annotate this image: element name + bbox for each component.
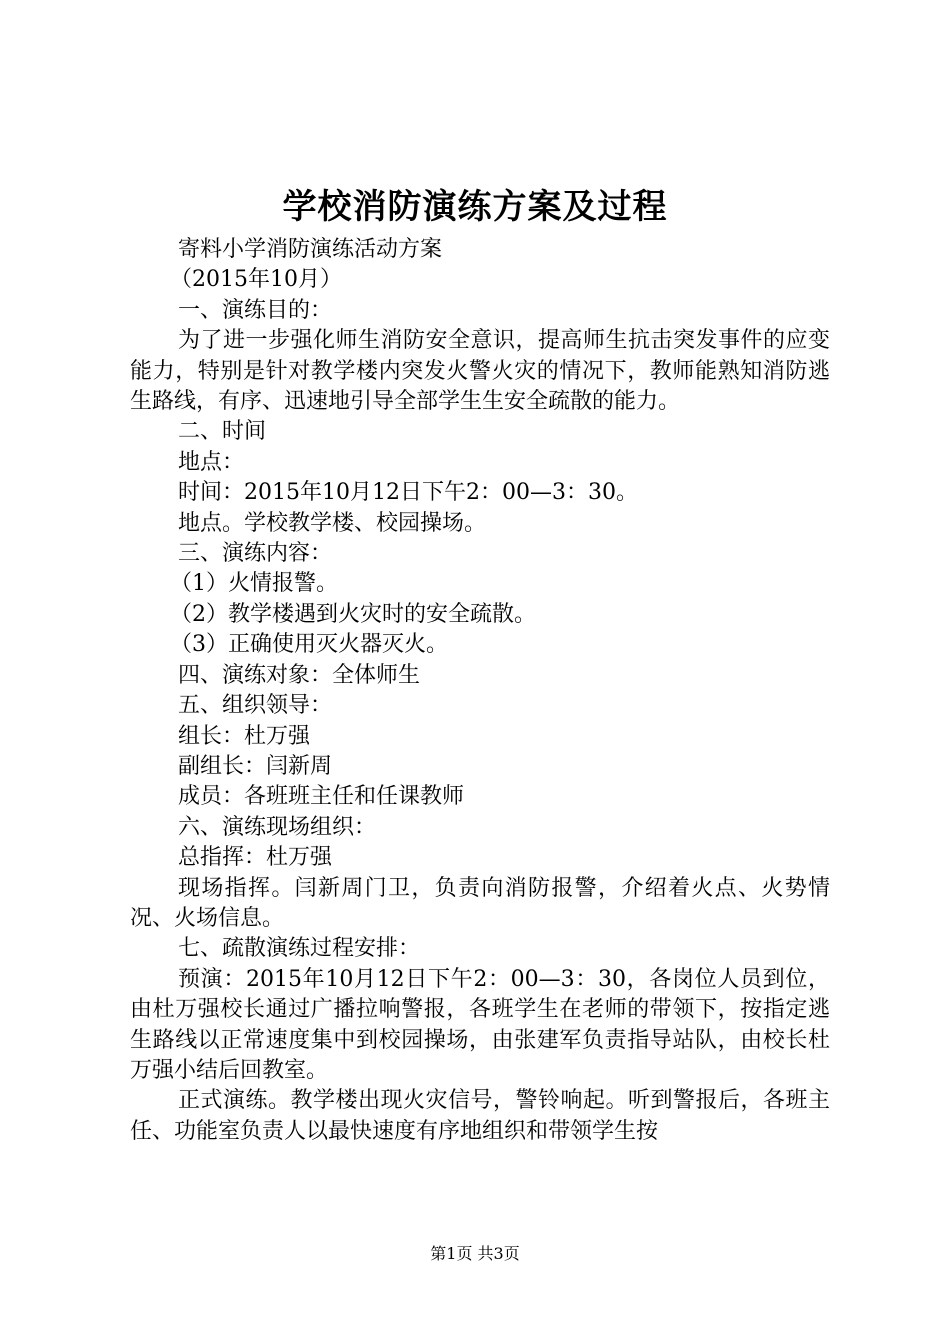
paragraph-location: 地点。学校教学楼、校园操场。: [178, 510, 487, 536]
paragraph-members: 成员：各班班主任和任课教师: [178, 784, 465, 810]
document-title: 学校消防演练方案及过程: [282, 187, 668, 227]
document-body: [130, 235, 830, 1147]
list-item-content-3: （3）正确使用灭火器灭火。: [170, 632, 448, 658]
page-number-footer: 第1页 共3页: [430, 1244, 520, 1263]
section-heading-site-organization: 六、演练现场组织：: [178, 814, 377, 840]
paragraph-deputy-leader: 副组长：闫新周: [178, 753, 333, 779]
section-heading-content: 三、演练内容：: [178, 541, 333, 567]
list-item-content-1: （1）火情报警。: [170, 571, 338, 597]
paragraph-date: （2015年10月）: [170, 267, 342, 293]
paragraph-leader: 组长：杜万强: [178, 723, 311, 749]
paragraph-rehearsal: 预演：2015年10月12日下午2：00—3：30，各岗位人员到位，由杜万强校长通过广播拉响警报，各班学生在老师的带领下，按指定逃生路线以正常速度集中到校园操场，由张建军负责指导站队，由校长杜万强小结后回教室。: [130, 966, 830, 1083]
paragraph-site-commander: 现场指挥。闫新周门卫，负责向消防报警，介绍着火点、火势情况、火场信息。: [130, 875, 830, 931]
section-heading-process: 七、疏散演练过程安排：: [178, 936, 421, 962]
paragraph-purpose: 为了进一步强化师生消防安全意识，提高师生抗击突发事件的应变能力，特别是针对教学楼内突发火警火灾的情况下，教师能熟知消防逃生路线，有序、迅速地引导全部学生生安全疏散的能力。: [130, 328, 830, 415]
paragraph-formal-drill: 正式演练。教学楼出现火灾信号，警铃响起。听到警报后，各班主任、功能室负责人以最快速度有序地组织和带领学生按: [130, 1088, 830, 1144]
section-heading-participants: 四、演练对象：全体师生: [178, 662, 421, 688]
paragraph-subtitle: 寄料小学消防演练活动方案: [178, 237, 443, 262]
section-heading-purpose: 一、演练目的：: [178, 297, 333, 323]
paragraph-commander: 总指挥：杜万强: [178, 845, 333, 871]
section-heading-organization: 五、组织领导：: [178, 693, 333, 719]
paragraph-location-label: 地点：: [178, 449, 245, 475]
section-heading-time: 二、时间: [178, 419, 267, 445]
paragraph-time: 时间：2015年10月12日下午2：00—3：30。: [178, 480, 638, 506]
list-item-content-2: （2）教学楼遇到火灾时的安全疏散。: [170, 601, 536, 627]
